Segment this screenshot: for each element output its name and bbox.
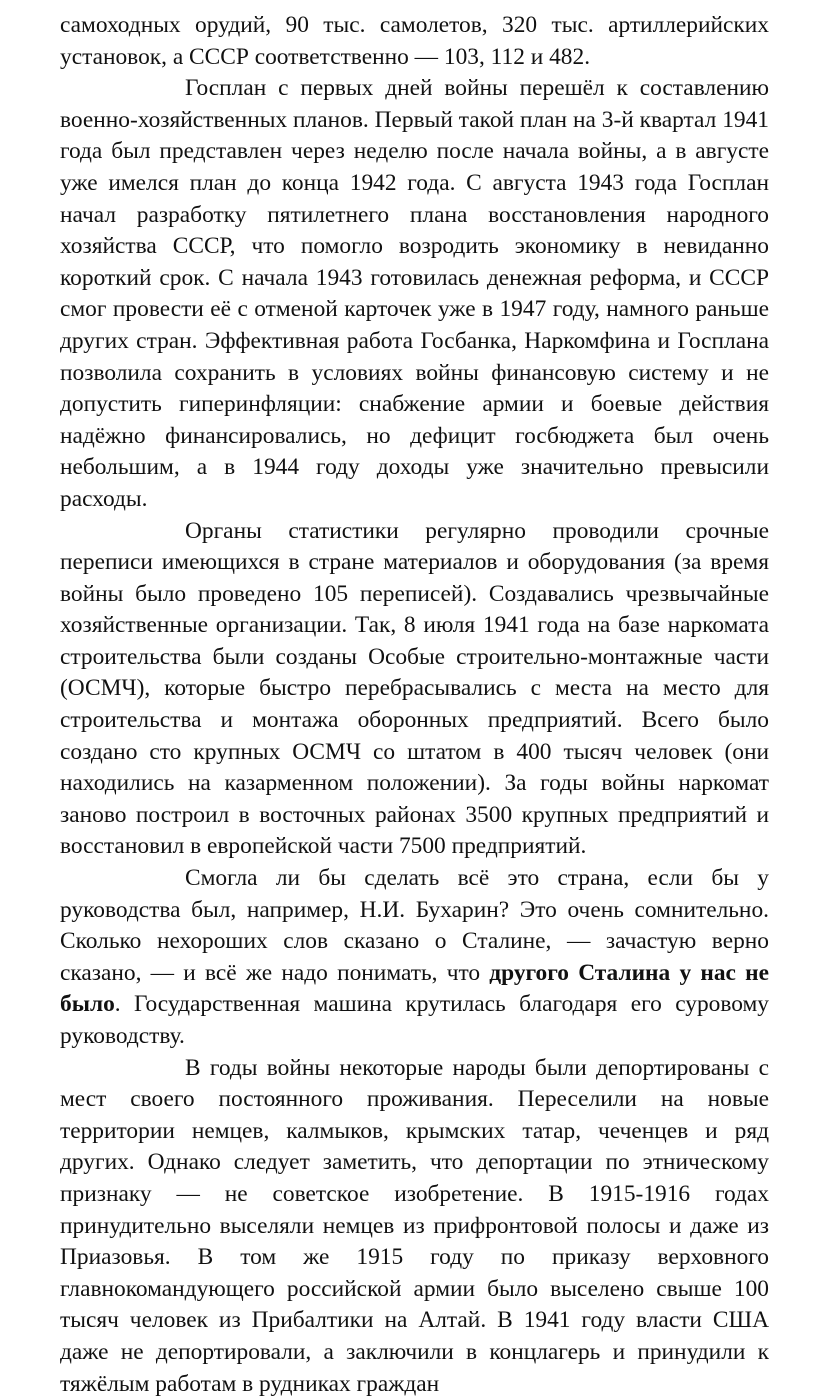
paragraph-3 xyxy=(60,516,769,864)
bold-emphasis: другого Сталина у нас не было xyxy=(60,959,769,1018)
text-segment: . Государственная машина крутилась благодаря его суровому руководству. xyxy=(60,991,769,1049)
document-page xyxy=(60,10,769,1400)
paragraph-1 xyxy=(60,10,769,73)
paragraph-4 xyxy=(60,863,769,1053)
paragraph-2 xyxy=(60,73,769,515)
text-segment: самоходных орудий, 90 тыс. самолетов, 320 тыс. артиллерийских установок, а СССР соответственно — 103, 112 и 482. xyxy=(60,12,769,70)
text-segment: Органы статистики регулярно проводили срочные переписи имеющихся в стране материалов и оборудования (за время войны было проведено 105 переписей). Создавались чрезвычайные хозяйственные организации. Так, 8 июля 1941 года на базе наркомата строительства были созданы Особые строительно-монтажные части (ОСМЧ), которые быстро перебрасывались с места на место для строительства и монтажа оборонных предприятий. Всего было создано сто крупных ОСМЧ со штатом в 400 тысяч человек (они находились на казарменном положении). За годы войны наркомат заново построил в восточных районах 3500 крупных предприятий и восстановил в европейской части 7500 предприятий. xyxy=(60,517,769,860)
text-segment: В годы войны некоторые народы были депортированы с мест своего постоянного проживания. Переселили на новые территории немцев, калмыков, крымских татар, чеченцев и ряд других. Однако следует заметить, что депортации по этническому признаку — не советское изобретение. В 1915-1916 годах принудительно выселяли немцев из прифронтовой полосы и даже из Приазовья. В том же 1915 году по приказу верховного главнокомандующего российской армии было выселено свыше 100 тысяч человек из Прибалтики на Алтай. В 1941 году власти США даже не депортировали, а заключили в концлагерь и принудили к тяжёлым работам в рудниках граждан xyxy=(60,1054,769,1397)
text-segment: Госплан с первых дней войны перешёл к составлению военно-хозяйственных планов. Первый такой план на 3-й квартал 1941 года был представлен через неделю после начала войны, а в августе уже имелся план до конца 1942 года. С августа 1943 года Госплан начал разработку пятилетнего плана восстановления народного хозяйства СССР, что помогло возродить экономику в невиданно короткий срок. С начала 1943 готовилась денежная реформа, и СССР смог провести её с отменой карточек уже в 1947 году, намного раньше других стран. Эффективная работа Госбанка, Наркомфина и Госплана позволила сохранить в условиях войны финансовую систему и не допустить гиперинфляции: снабжение армии и боевые действия надёжно финансировались, но дефицит госбюджета был очень небольшим, а в 1944 году доходы уже значительно превысили расходы. xyxy=(60,75,769,512)
paragraph-5 xyxy=(60,1053,769,1400)
text-segment: Смогла ли бы сделать всё это страна, если бы у руководства был, например, Н.И. Бухарин? Это очень сомнительно. Сколько нехороших слов сказано о Сталине, — зачастую верно сказано, — и всё же надо понимать, что xyxy=(60,865,769,986)
